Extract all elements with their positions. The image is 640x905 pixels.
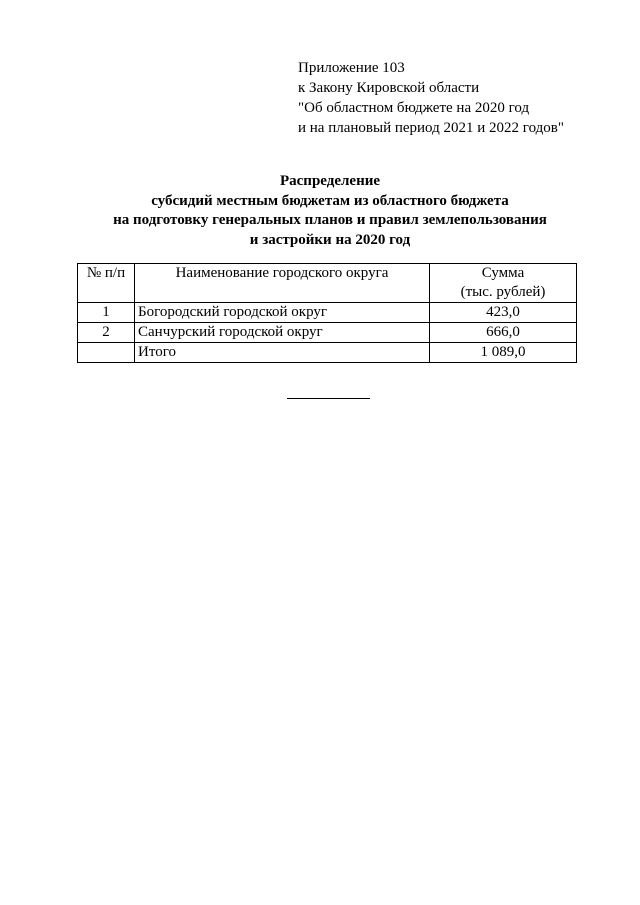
document-title xyxy=(60,172,600,250)
header-sum xyxy=(430,264,577,303)
row-num xyxy=(78,343,135,363)
table-header-row xyxy=(78,264,577,303)
title-line: на подготовку генеральных планов и правил землепользования xyxy=(113,212,547,228)
appendix-line: и на плановый период 2021 и 2022 годов" xyxy=(298,120,564,136)
row-name: Итого xyxy=(135,343,430,363)
row-sum: 1 089,0 xyxy=(430,343,577,363)
row-sum: 666,0 xyxy=(430,323,577,343)
table-row xyxy=(78,303,577,323)
row-num: 1 xyxy=(78,303,135,323)
row-num: 2 xyxy=(78,323,135,343)
subsidy-table xyxy=(77,263,577,363)
table-total-row xyxy=(78,343,577,363)
header-sum-line1: Сумма xyxy=(481,265,525,281)
header-sum-line2: (тыс. рублей) xyxy=(460,284,546,300)
row-name: Богородский городской округ xyxy=(135,303,430,323)
appendix-header xyxy=(298,58,564,138)
title-line: Распределение xyxy=(279,173,381,189)
row-name: Санчурский городской округ xyxy=(135,323,430,343)
title-line: субсидий местным бюджетам из областного бюджета xyxy=(151,192,509,209)
appendix-line: к Закону Кировской области xyxy=(298,80,480,96)
header-num: № п/п xyxy=(78,264,135,303)
table-row xyxy=(78,323,577,343)
appendix-line: "Об областном бюджете на 2020 год xyxy=(298,100,530,116)
appendix-line: Приложение 103 xyxy=(298,60,405,76)
header-name: Наименование городского округа xyxy=(135,264,430,303)
title-line: и застройки на 2020 год xyxy=(249,231,411,248)
end-rule-divider xyxy=(287,398,370,399)
row-sum: 423,0 xyxy=(430,303,577,323)
